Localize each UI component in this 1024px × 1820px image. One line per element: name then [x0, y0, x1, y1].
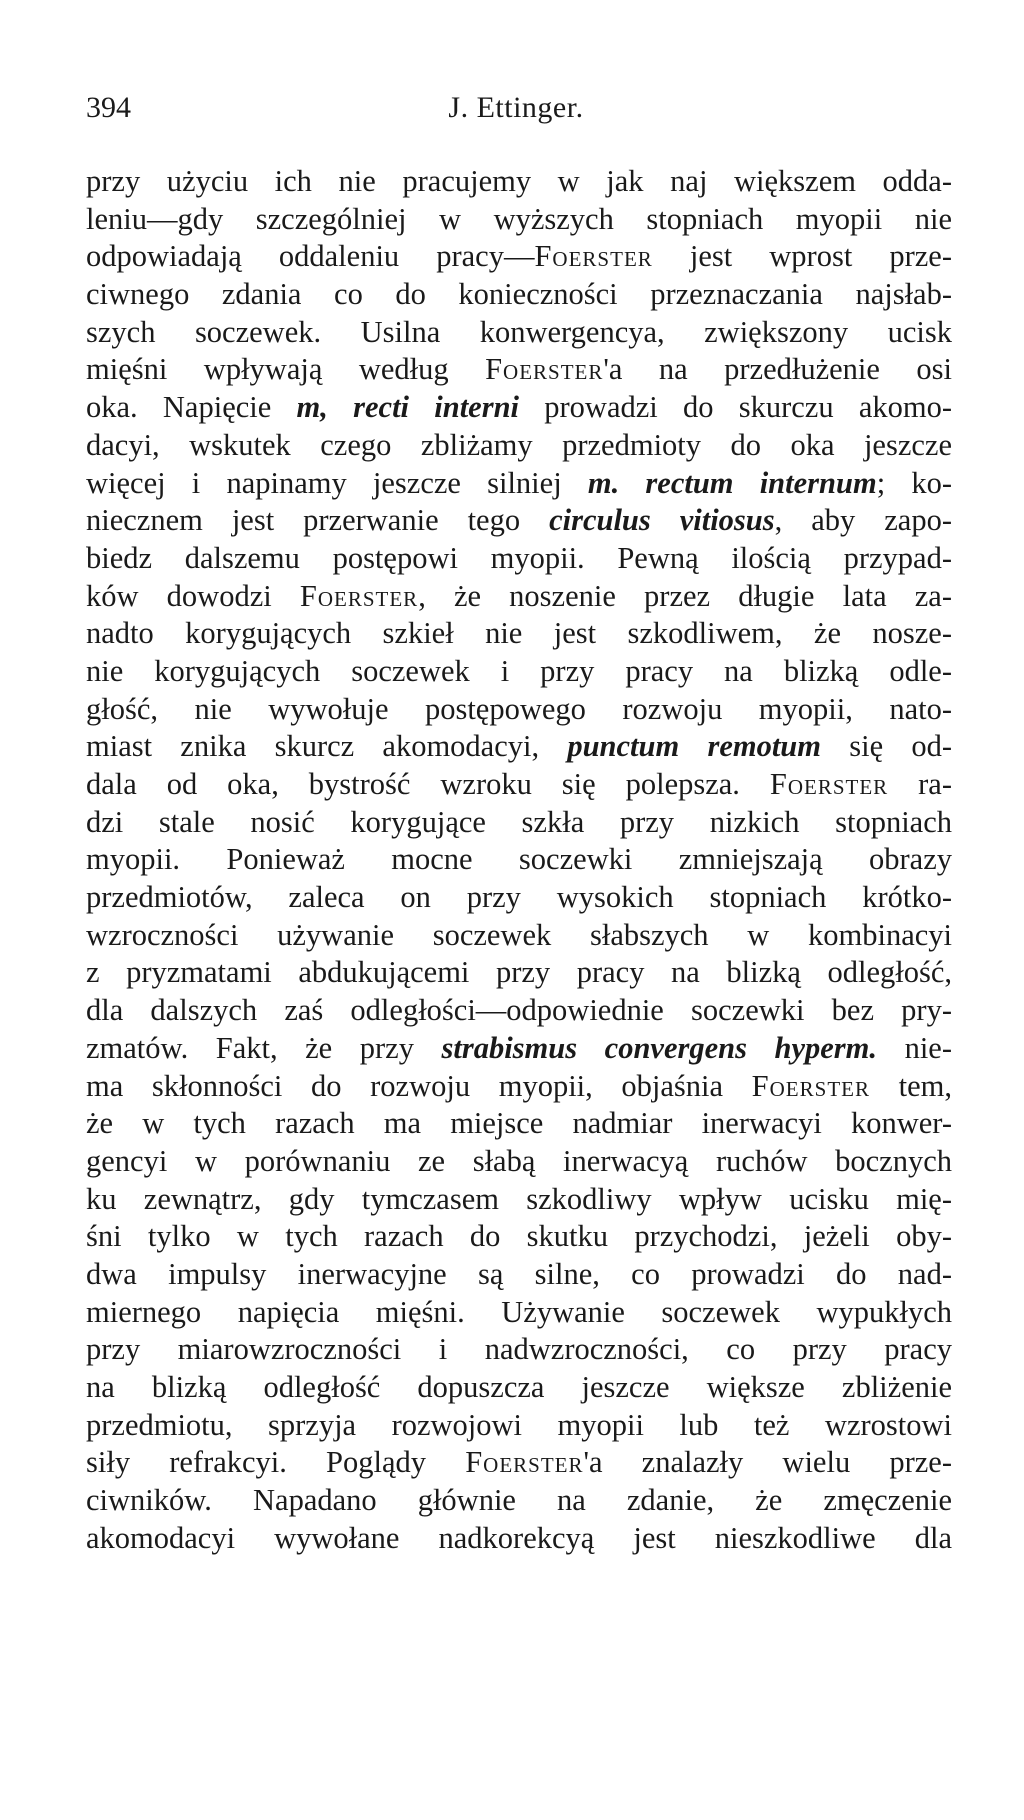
- text-segment: głość, nie wywołuje postępowego rozwoju myopii, nato-: [86, 691, 952, 726]
- text-line: [86, 502, 952, 540]
- text-segment: oka. Napięcie: [86, 390, 297, 425]
- text-segment: wzroczności używanie soczewek słabszych w kombinacyi: [86, 917, 952, 952]
- text-segment: niecznem jest przerwanie tego: [86, 503, 550, 538]
- text-segment: ku zewnątrz, gdy tymczasem szkodliwy wpływ ucisku mię-: [86, 1181, 952, 1216]
- text-line: [86, 804, 952, 842]
- text-line: [86, 465, 952, 503]
- text-segment: , aby zapo-: [774, 503, 952, 538]
- text-segment: tem,: [869, 1068, 952, 1103]
- page-header: [86, 88, 946, 128]
- latin-term: punctum remotum: [567, 729, 821, 764]
- text-segment: miast znika skurcz akomodacyi,: [86, 729, 568, 764]
- text-line: [86, 766, 952, 804]
- author-name: Foerster: [769, 767, 889, 801]
- running-head: J. Ettinger.: [448, 91, 584, 124]
- text-segment: ciwników. Napadano głównie na zdanie, że zmęczenie: [86, 1483, 952, 1518]
- text-line: [86, 201, 952, 239]
- text-segment: odpowiadają oddaleniu pracy—: [86, 239, 535, 274]
- text-segment: śni tylko w tych razach do skutku przychodzi, jeżeli oby-: [86, 1219, 952, 1254]
- text-segment: 'a na przedłużenie osi: [603, 352, 952, 387]
- latin-term: m. rectum internum: [587, 465, 877, 500]
- text-segment: się od-: [821, 729, 952, 764]
- text-segment: myopii. Ponieważ mocne soczewki zmniejszają obrazy: [86, 842, 952, 877]
- latin-term: strabismus convergens hyperm.: [441, 1030, 878, 1065]
- text-line: [86, 615, 952, 653]
- text-line: [86, 728, 952, 766]
- text-segment: ków dowodzi: [86, 578, 300, 613]
- page-number: 394: [86, 91, 131, 124]
- text-segment: przy miarowzroczności i nadwzroczności, co przy pracy: [86, 1332, 952, 1367]
- text-segment: szych soczewek. Usilna konwergencya, zwiększony ucisk: [86, 314, 952, 349]
- text-segment: nie korygujących soczewek i przy pracy na blizką odle-: [86, 653, 952, 688]
- text-segment: przy użyciu ich nie pracujemy w jak naj większem odda-: [86, 164, 952, 198]
- text-line: [86, 1294, 952, 1332]
- latin-term: circulus vitiosus: [549, 503, 775, 538]
- text-line: [86, 691, 952, 729]
- body-text: [86, 163, 952, 1557]
- text-line: [86, 1369, 952, 1407]
- text-line: [86, 427, 952, 465]
- text-segment: leniu—gdy szczególniej w wyższych stopniach myopii nie: [86, 201, 952, 236]
- text-segment: więcej i napinamy jeszcze silniej: [86, 465, 588, 500]
- text-segment: prowadzi do skurczu akomo-: [519, 390, 952, 425]
- text-segment: dacyi, wskutek czego zbliżamy przedmioty do oka jeszcze: [86, 427, 952, 462]
- author-name: Foerster: [299, 578, 419, 613]
- author-name: Foerster: [751, 1068, 870, 1103]
- text-line: [86, 351, 952, 389]
- text-segment: miernego napięcia mięśni. Używanie soczewek wypukłych: [86, 1294, 952, 1329]
- text-line: [86, 540, 952, 578]
- text-line: [86, 314, 952, 352]
- latin-term: m, recti interni: [296, 390, 520, 425]
- text-segment: dzi stale nosić korygujące szkła przy nizkich stopniach: [86, 804, 952, 839]
- text-line: [86, 1181, 952, 1219]
- text-segment: z pryzmatami abdukującemi przy pracy na blizką odległość,: [86, 955, 952, 990]
- text-line: [86, 578, 952, 616]
- text-segment: mięśni wpływają według: [86, 352, 486, 387]
- text-line: [86, 1105, 952, 1143]
- author-name: Foerster: [485, 352, 604, 387]
- text-line: [86, 1143, 952, 1181]
- text-segment: dala od oka, bystrość wzroku się polepsza.: [86, 767, 770, 801]
- text-segment: biedz dalszemu postępowi myopii. Pewną ilością przypad-: [86, 540, 952, 575]
- text-line: [86, 1030, 952, 1068]
- text-segment: przedmiotu, sprzyja rozwojowi myopii lub też wzrostowi: [86, 1407, 952, 1442]
- text-segment: akomodacyi wywołane nadkorekcyą jest nieszkodliwe dla: [86, 1520, 952, 1555]
- text-segment: gencyi w porównaniu ze słabą inerwacyą ruchów bocznych: [86, 1143, 952, 1178]
- text-line: [86, 1218, 952, 1256]
- text-segment: przedmiotów, zaleca on przy wysokich stopniach krótko-: [86, 880, 952, 915]
- text-line: [86, 1331, 952, 1369]
- text-line: [86, 879, 952, 917]
- text-line: [86, 841, 952, 879]
- text-segment: , że noszenie przez długie lata za-: [418, 578, 952, 613]
- text-line: [86, 653, 952, 691]
- text-line: [86, 1407, 952, 1445]
- text-line: [86, 992, 952, 1030]
- text-line: [86, 917, 952, 955]
- text-line: [86, 1482, 952, 1520]
- text-segment: jest wprost prze-: [652, 239, 952, 274]
- text-segment: zmatów. Fakt, że przy: [86, 1030, 442, 1065]
- text-segment: nadto korygujących szkieł nie jest szkodliwem, że nosze-: [86, 616, 952, 651]
- text-segment: na blizką odległość dopuszcza jeszcze większe zbliżenie: [86, 1370, 952, 1404]
- text-line: [86, 389, 952, 427]
- author-name: Foerster: [465, 1445, 584, 1480]
- text-segment: ma skłonności do rozwoju myopii, objaśnia: [86, 1068, 752, 1103]
- text-line: [86, 163, 952, 201]
- text-segment: ; ko-: [876, 465, 953, 500]
- text-line: [86, 1256, 952, 1294]
- text-line: [86, 238, 952, 276]
- text-line: [86, 276, 952, 314]
- text-line: [86, 1444, 952, 1482]
- text-line: [86, 954, 952, 992]
- text-segment: dwa impulsy inerwacyjne są silne, co prowadzi do nad-: [86, 1256, 952, 1291]
- text-segment: ciwnego zdania co do konieczności przeznaczania najsłab-: [86, 277, 952, 312]
- text-segment: ra-: [888, 767, 952, 801]
- text-segment: dla dalszych zaś odległości—odpowiednie soczewki bez pry-: [86, 993, 952, 1028]
- text-segment: że w tych razach ma miejsce nadmiar inerwacyi konwer-: [86, 1106, 952, 1141]
- author-name: Foerster: [534, 239, 653, 274]
- text-segment: 'a znalazły wielu prze-: [583, 1445, 952, 1480]
- text-line: [86, 1068, 952, 1106]
- text-segment: nie-: [877, 1030, 952, 1065]
- text-line: [86, 1520, 952, 1558]
- text-segment: siły refrakcyi. Poglądy: [86, 1445, 466, 1480]
